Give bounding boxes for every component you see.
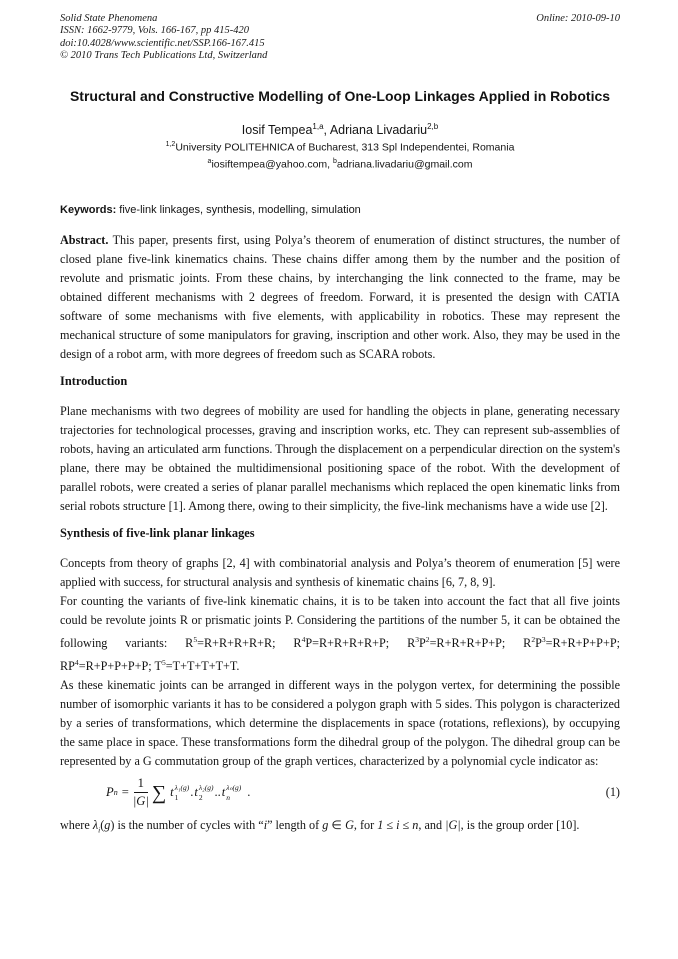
synthesis-paragraph-3: As these kinematic joints can be arranged in different ways in the polygon vertex, for determining the possible number of isomorphic variants it has to be considered a polygon graph with 5 sides. This polygon is characterized by a series of transformations, which determine the displacements in space (rotations, reflexions), by occupying the same place in space. These transformations form the dihedral group of the polygon. The dihedral group can be represented by a G commutation group of the graph vertices, characterized by a polynomial cycle indicator as: <box>60 678 620 769</box>
abstract-text: This paper, presents first, using Polya’s theorem of enumeration of distinct structures, the number of closed plane five-link kinematics chains. These chains differ among them by the number and the position of revolute and prismatic joints. From these chains, by interchanging the link connected to the frame, may be obtained different mechanisms with 2 degrees of freedom. Forward, it is presented the design with CATIA software of some mechanisms with five elements, with applicability in robotics. These may represent the mechanical structure of some manipulators for graving, inscription and other work. Also, they may be used in the design of a robot arm, with more degrees of freedom such as SCARA robots. <box>60 233 620 362</box>
equation-number: (1) <box>605 785 620 800</box>
equation-term-2-superscript: λ₂(g) <box>198 782 214 792</box>
abstract-paragraph <box>60 231 620 364</box>
abstract-label: Abstract. <box>60 233 109 248</box>
equation-term-2-base: t <box>194 785 198 800</box>
synthesis-paragraph-1: Concepts from theory of graphs [2, 4] with combinatorial analysis and Polya’s theorem of enumeration [5] were applied with success, for structural analysis and synthesis of kinematic chains [6, 7, 8, 9]. <box>60 556 620 590</box>
equation-fraction-numerator: 1 <box>134 776 148 793</box>
equation-term-n-scripts <box>226 782 242 802</box>
equation-equals-sign: = <box>121 785 129 800</box>
online-date: Online: 2010-09-10 <box>536 13 620 24</box>
equation-term-1-subscript: 1 <box>174 792 179 802</box>
where-clause-paragraph: where $\lambda_i(g)$ is the number of cycles with “i” length of g ∈ G, for 1 ≤ i ≤ n, and |G|, is the group order [10]. <box>60 818 580 835</box>
equation-1 <box>60 776 620 809</box>
equation-fraction <box>133 776 149 809</box>
equation-1-formula <box>106 776 250 809</box>
journal-name: Solid State Phenomena <box>60 13 158 24</box>
equation-term-1-scripts <box>174 782 190 802</box>
paper-title: Structural and Constructive Modelling of One-Loop Linkages Applied in Robotics <box>69 88 611 105</box>
author-name-2: Adriana Livadariu <box>329 123 428 138</box>
affiliation-marks: 1,2 <box>165 141 176 149</box>
email-1-mark: a <box>207 158 212 166</box>
equation-trailing-period: . <box>247 785 251 800</box>
equation-term-n-superscript: λₙ(g) <box>226 782 242 792</box>
email-1: iosiftempea@yahoo.com, <box>211 158 333 171</box>
journal-header <box>60 13 620 62</box>
equation-term-2 <box>189 782 214 802</box>
keywords-text: five-link linkages, synthesis, modelling, simulation <box>116 204 361 217</box>
author-1-affiliation-marks: 1,a <box>312 122 324 132</box>
author-2-affiliation-marks: 2,b <box>427 122 439 132</box>
summation-symbol: ∑ <box>151 781 167 804</box>
journal-copyright-line: © 2010 Trans Tech Publications Ltd, Switzerland <box>60 49 268 61</box>
author-name-1: Iosif Tempea <box>241 123 313 138</box>
journal-doi-line: doi:10.4028/www.scientific.net/SSP.166-167.415 <box>60 37 265 49</box>
email-2-mark: b <box>333 158 337 166</box>
journal-issn-line: ISSN: 1662-9779, Vols. 166-167, pp 415-420 <box>60 25 249 37</box>
affiliation-text: University POLITEHNICA of Bucharest, 313 Spl Independentei, Romania <box>175 141 515 154</box>
equation-term-2-scripts <box>198 782 214 802</box>
equation-term-1 <box>168 782 190 802</box>
introduction-paragraph: Plane mechanisms with two degrees of mobility are used for handling the objects in plane, generating necessary trajectories for technological processes, graving and inscription works, etc. They can represent sub-assemblies of robots, having an articulated arm functions. Through the displacement on a perpendicular direction on the system's plane, there may be obtained the multidimensional positioning space of the robot. With the development of parallel robots, were created a series of planar parallel mechanisms which replaced the open kinematic links from serial robots structure [1]. Among there, owing to their simplicity, the five-link mechanisms have a wide use [2]. <box>60 404 620 514</box>
journal-info-block <box>60 13 267 62</box>
authors-line <box>60 119 620 138</box>
equation-term-2-separator: . <box>190 785 194 800</box>
emails-line <box>60 155 620 172</box>
authors-separator: , <box>323 123 330 138</box>
email-2: adriana.livadariu@gmail.com <box>336 158 473 171</box>
synthesis-paragraph-2: For counting the variants of five-link kinematic chains, it is to be taken into account the fact that all five joints could be revolute joints R or prismatic joints P. Considering the partitions of the number 5, it can be obtained the following variants: $R^5=R+R+R+R+R$; $R^4P=R+R+R+R+P$; $R^3P^2=R+R+R+P+P$; $R^2P^3=R+R+P+P+P$; $RP^4=R+P+P+P+P$; $T^5=T+T+T+T+T$. <box>60 594 621 674</box>
equation-term-2-subscript: 2 <box>198 792 203 802</box>
equation-term-n-separator: .. <box>214 785 221 800</box>
equation-lhs: P <box>106 785 114 800</box>
section-heading-introduction: Introduction <box>60 374 128 389</box>
section-heading-synthesis: Synthesis of five-link planar linkages <box>60 526 255 541</box>
keywords-label: Keywords: <box>60 204 117 217</box>
affiliation-line <box>60 138 620 155</box>
equation-term-n-subscript: n <box>226 792 231 802</box>
equation-lhs-subscript: n <box>113 788 118 798</box>
equation-term-1-superscript: λ₁(g) <box>174 782 190 792</box>
equation-term-n <box>213 782 242 802</box>
equation-term-1-base: t <box>170 785 174 800</box>
equation-term-n-base: t <box>221 785 226 800</box>
keywords-line <box>60 203 620 217</box>
equation-fraction-denominator: |G| <box>132 794 149 809</box>
